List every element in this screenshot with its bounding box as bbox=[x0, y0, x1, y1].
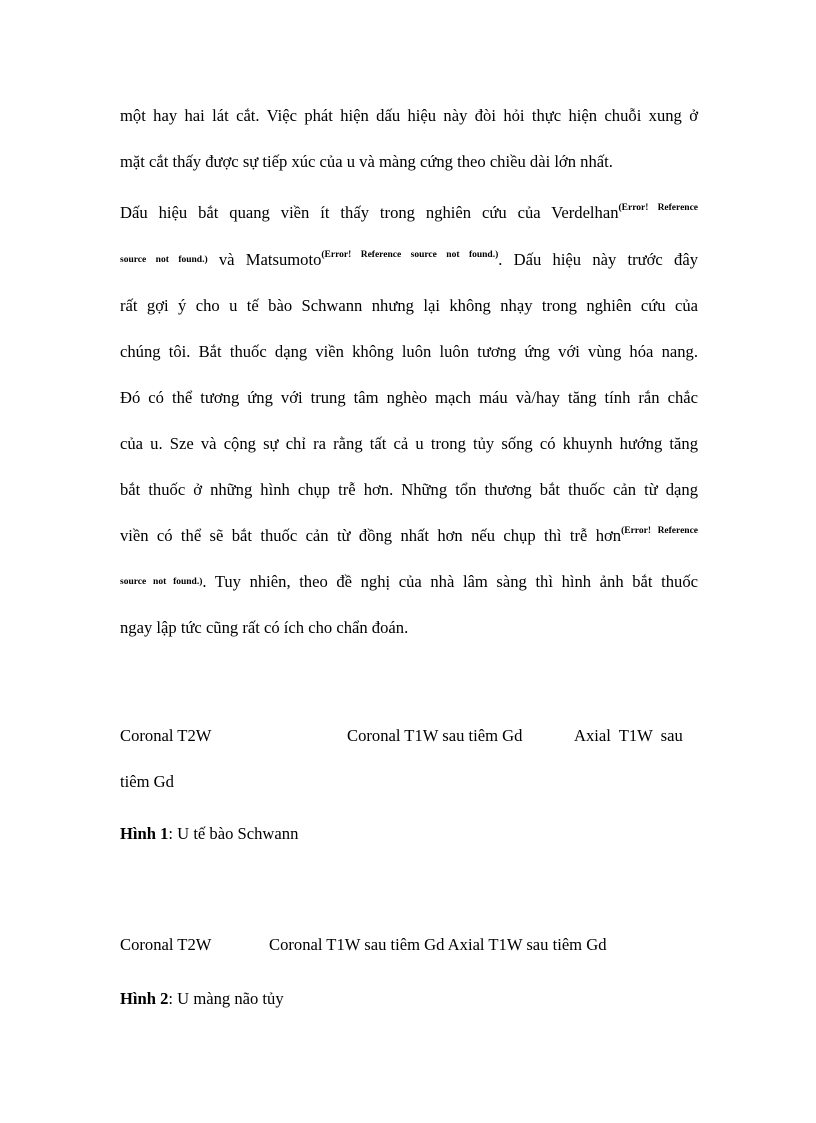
paragraph-line-6: chúng tôi. Bắt thuốc dạng viền không luôn luôn tương ứng với vùng hóa nang. bbox=[120, 342, 698, 361]
figure1-label-axial-t1w-cont: tiêm Gd bbox=[120, 772, 174, 791]
paragraph-line-12: ngay lập tức cũng rất có ích cho chẩn đoán. bbox=[120, 618, 409, 637]
paragraph-line-3 bbox=[120, 203, 698, 223]
citation-verdelhan-cont: source not found.) bbox=[120, 255, 208, 265]
paragraph-line-2: mặt cắt thấy được sự tiếp xúc của u và màng cứng theo chiều dài lớn nhất. bbox=[120, 152, 613, 171]
citation-sze-cont: source not found.) bbox=[120, 577, 203, 587]
figure-2-caption bbox=[120, 989, 284, 1009]
line10-text: viền có thể sẽ bắt thuốc cản từ đồng nhất hơn nếu chụp thì trễ hơn bbox=[120, 526, 622, 545]
line3-text: Dấu hiệu bắt quang viền ít thấy trong nghiên cứu của Verdelhan bbox=[120, 203, 619, 222]
figure1-caption-text: : U tế bào Schwann bbox=[168, 824, 299, 843]
figure1-label-axial-t1w: Axial T1W sau bbox=[574, 726, 683, 745]
line4-end: . Dấu hiệu này trước đây bbox=[498, 250, 698, 269]
figure2-label-coronal-axial: Coronal T1W sau tiêm Gd Axial T1W sau tiêm Gd bbox=[269, 935, 607, 954]
figure2-label-coronal-t2w: Coronal T2W bbox=[120, 935, 212, 954]
paragraph-line-1: một hay hai lát cắt. Việc phát hiện dấu hiệu này đòi hỏi thực hiện chuỗi xung ở bbox=[120, 106, 698, 125]
figure2-caption-text: : U màng não tủy bbox=[168, 989, 284, 1008]
line4-mid: và Matsumoto bbox=[207, 250, 322, 269]
figure1-label-coronal-t2w: Coronal T2W bbox=[120, 726, 212, 745]
paragraph-line-11 bbox=[120, 572, 698, 595]
paragraph-line-9: bắt thuốc ở những hình chụp trễ hơn. Những tổn thương bắt thuốc cản từ dạng bbox=[120, 480, 698, 499]
figure2-caption-prefix: Hình 2 bbox=[120, 989, 169, 1008]
paragraph-line-8: của u. Sze và cộng sự chỉ ra rằng tất cả u trong tủy sống có khuynh hướng tăng bbox=[120, 434, 698, 453]
line11-end: . Tuy nhiên, theo đề nghị của nhà lâm sàng thì hình ảnh bắt thuốc bbox=[202, 572, 698, 591]
figure1-caption-prefix: Hình 1 bbox=[120, 824, 169, 843]
citation-verdelhan: (Error! Reference bbox=[618, 203, 699, 213]
paragraph-line-10 bbox=[120, 526, 698, 546]
citation-sze: (Error! Reference bbox=[621, 526, 698, 536]
paragraph-line-4 bbox=[120, 250, 698, 273]
figure1-label-coronal-t1w: Coronal T1W sau tiêm Gd bbox=[347, 726, 523, 745]
paragraph-line-5: rất gợi ý cho u tế bào Schwann nhưng lại không nhạy trong nghiên cứu của bbox=[120, 296, 698, 315]
paragraph-line-7: Đó có thể tương ứng với trung tâm nghèo mạch máu và/hay tăng tính rắn chắc bbox=[120, 388, 698, 407]
citation-matsumoto: (Error! Reference source not found.) bbox=[321, 250, 499, 260]
figure-1-caption bbox=[120, 824, 298, 844]
